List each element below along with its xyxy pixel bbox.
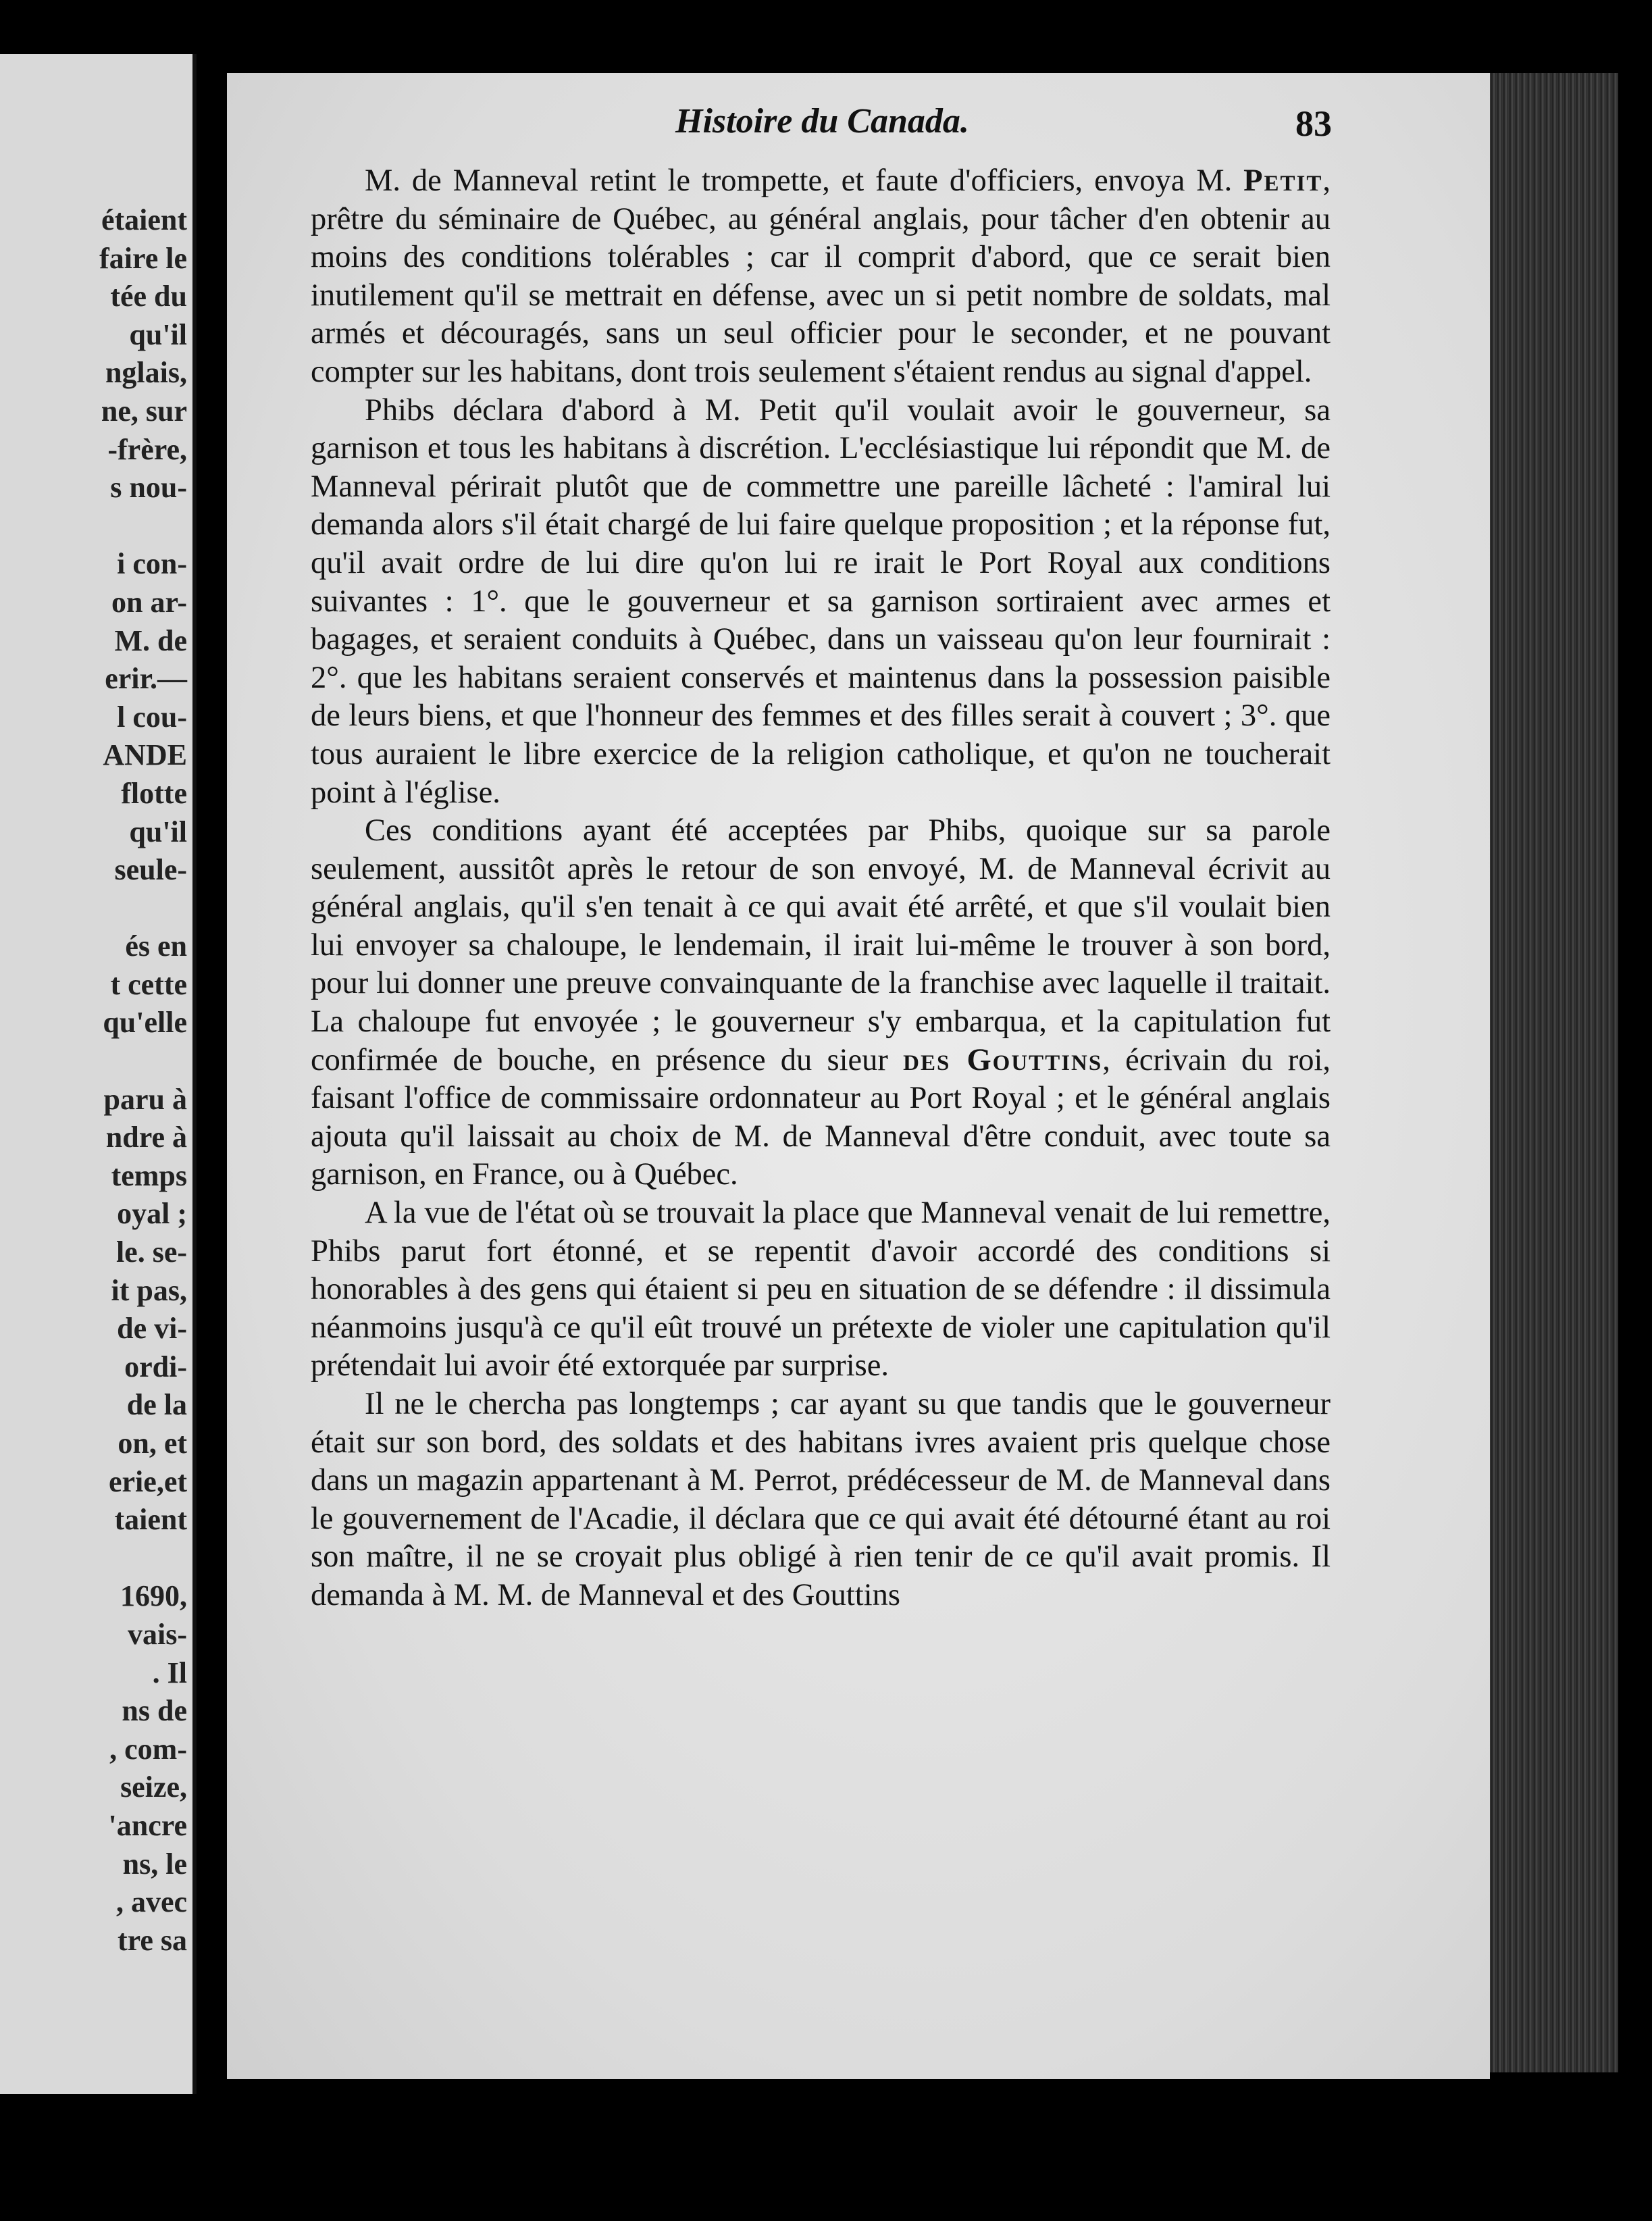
left-page-line: ns, le	[122, 1847, 187, 1881]
paragraph	[311, 1194, 1331, 1385]
left-page-line: és en	[125, 929, 187, 963]
left-page-line: on ar-	[111, 585, 187, 619]
left-page-line	[5, 1042, 187, 1081]
left-page-line: qu'elle	[103, 1006, 187, 1040]
left-page-line: tre sa	[117, 1923, 187, 1957]
left-page-line: le. se-	[115, 1235, 187, 1269]
left-page-line: seize,	[120, 1770, 187, 1804]
left-page-line: paru à	[103, 1082, 187, 1116]
paragraph	[311, 812, 1331, 1194]
small-caps-name: Petit	[1243, 163, 1323, 198]
left-page-line: qu'il	[129, 317, 187, 351]
paragraph	[311, 392, 1331, 813]
left-page-line: ANDE	[103, 738, 187, 772]
left-page-line: erir.—	[105, 662, 187, 696]
left-page-line: tée du	[110, 280, 187, 313]
page-number: 83	[1295, 103, 1332, 144]
paragraph-text: A la vue de l'état où se trouvait la place que Manneval venait de lui remettre, Phibs parut fort étonné, et se repentit d'avoir accordé des conditions si honorables à des gens qui étaient si peu en situation de se défendre : il dissimula néanmoins jusqu'à ce qu'il eût trouvé un prétexte de violer une capitulation qu'il prétendait lui avoir été extorquée par surprise.	[311, 1196, 1331, 1383]
left-page-line: l cou-	[117, 700, 187, 734]
paragraph-text: Phibs déclara d'abord à M. Petit qu'il voulait avoir le gouverneur, sa garnison et tous les habitans à discrétion. L'ecclésiastique lui répondit que M. de Manneval périrait plutôt que de commettre une pareille lâcheté : l'amiral lui demanda alors s'il était chargé de lui faire quelque proposition ; et la réponse fut, qu'il avait ordre de lui dire qu'on lui re irait le Port Royal aux conditions suivantes : 1°. que le gouverneur et sa garnison sortiraient avec armes et bagages, et seraient conduits à Québec, dans un vaisseau qu'on leur fournirait : 2°. que les habitans seraient conservés et maintenus dans la possession paisible de leurs biens, et que l'honneur des femmes et des filles serait à couvert ; 3°. que tous auraient le libre exercice de la religion catholique, et qu'on ne toucherait point à l'église.	[311, 392, 1331, 810]
left-facing-page	[0, 54, 197, 2094]
left-page-line: ndre à	[105, 1121, 187, 1154]
paragraph	[311, 1385, 1331, 1615]
paragraph-text: , prêtre du séminaire de Québec, au général anglais, pour tâcher d'en obtenir au moins des conditions tolérables ; car il comprit d'abord, que ce serait bien inutilement qu'il se mettrait en défense, avec un si petit nombre de soldats, mal armés et découragés, sans un seul officier pour le seconder, et ne pouvant compter sur les habitans, dont trois seulement s'étaient rendus au signal d'appel.	[311, 163, 1331, 389]
left-page-line: it pas,	[111, 1273, 187, 1307]
left-page-line: ne, sur	[101, 394, 187, 428]
paragraph-text: , écrivain du roi, faisant l'office de commissaire ordonnateur au Port Royal ; et le général anglais ajouta qu'il laissait au choix de M. de Manneval d'être conduit, avec toute sa garnison, en France, ou à Québec.	[311, 1042, 1331, 1192]
left-page-line: de la	[126, 1388, 187, 1422]
paragraph-text: Il ne le chercha pas longtemps ; car ayant su que tandis que le gouverneur était sur son bord, des soldats et des habitans ivres avaient pris quelque chose dans un magazin appartenant à M. Perrot, prédécesseur de M. de Manneval dans le gouvernement de l'Acadie, il déclara que ce qui avait été détourné étant au roi son maître, il ne se croyait plus obligé à rien tenir de ce qu'il avait promis. Il demanda à M. M. de Manneval et des Gouttins	[311, 1387, 1331, 1612]
left-page-line: étaient	[101, 203, 187, 236]
left-page-line: 'ancre	[108, 1808, 187, 1842]
left-page-line: t cette	[110, 967, 187, 1001]
small-caps-name: des Gouttins	[903, 1042, 1103, 1077]
left-page-line: de vi-	[117, 1312, 187, 1346]
paragraph-text: M. de Manneval retint le trompette, et faute d'officiers, envoya M.	[365, 163, 1244, 198]
left-page-line: 1690,	[120, 1579, 187, 1613]
paragraph	[311, 162, 1331, 392]
left-page-line: M. de	[114, 623, 187, 657]
left-page-line: flotte	[121, 776, 187, 810]
left-page-line: nglais,	[105, 356, 187, 390]
left-page-line: seule-	[114, 853, 187, 887]
left-page-line: ns de	[122, 1694, 187, 1728]
left-page-line: -frère,	[107, 432, 187, 466]
paragraph-text: Ces conditions ayant été acceptées par Phibs, quoique sur sa parole seulement, aussitôt après le retour de son envoyé, M. de Manneval écrivit au général anglais, qu'il s'en tenait à ce qui avait été arrêté, et que s'il voulait bien lui envoyer sa chaloupe, le lendemain, il irait lui-même le trouver à son bord, pour lui donner une preuve convainquante de la franchise avec laquelle il traitait. La chaloupe fut envoyée ; le gouverneur s'y embarqua, et la capitulation fut confirmée de bouche, en présence du sieur	[311, 813, 1331, 1077]
left-page-line: . Il	[152, 1656, 187, 1689]
left-page-line: i con-	[117, 547, 187, 581]
page-edge-stack	[1490, 73, 1618, 2072]
left-page-text-fragment	[5, 201, 187, 1960]
left-page-line: temps	[111, 1158, 187, 1192]
left-page-line: oyal ;	[117, 1197, 187, 1231]
running-header: Histoire du Canada.	[675, 102, 969, 141]
left-page-line	[5, 1539, 187, 1578]
left-page-line	[5, 507, 187, 546]
left-page-line: qu'il	[129, 815, 187, 848]
left-page-line: on, et	[118, 1427, 187, 1460]
body-text	[311, 162, 1331, 1615]
left-page-line: vais-	[128, 1617, 187, 1651]
left-page-line: taient	[114, 1503, 187, 1537]
left-page-line: erie,et	[109, 1464, 187, 1498]
left-page-line: s nou-	[110, 471, 187, 505]
left-page-line	[5, 890, 187, 928]
left-page-line: ordi-	[124, 1350, 187, 1383]
left-page-line: , com-	[109, 1732, 187, 1766]
left-page-line: faire le	[99, 241, 187, 275]
left-page-line: , avec	[115, 1885, 187, 1919]
